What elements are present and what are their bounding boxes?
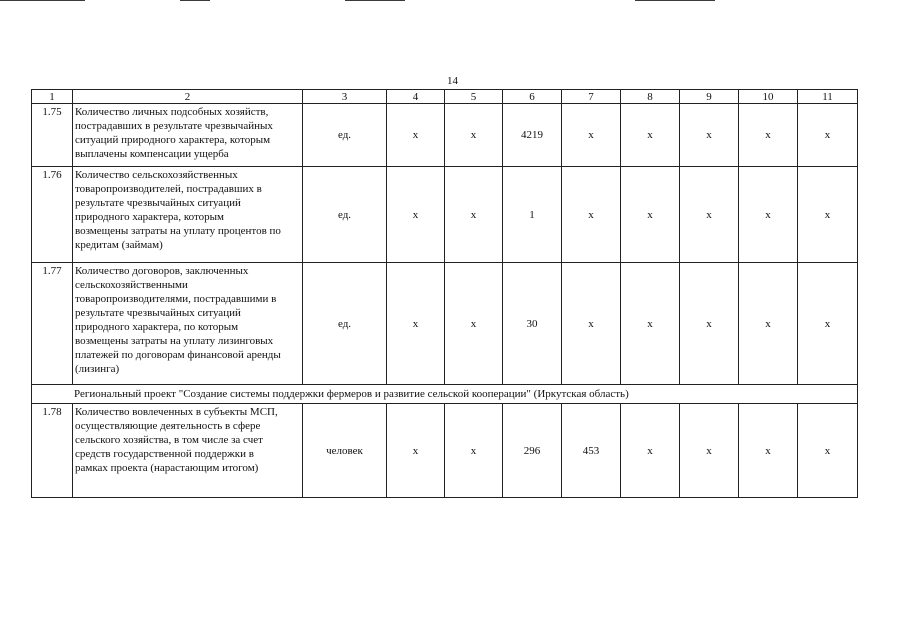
- description-line: ситуаций природного характера, которым: [75, 134, 271, 146]
- column-header: 10: [739, 90, 798, 104]
- column-header: 5: [445, 90, 503, 104]
- description-line: Количество вовлеченных в субъекты МСП,: [75, 406, 278, 418]
- value-cell: x: [739, 104, 798, 167]
- value-cell: x: [680, 404, 739, 498]
- description-line: пострадавших в результате чрезвычайных: [75, 120, 273, 132]
- value-cell: 296: [503, 404, 562, 498]
- description-line: Количество сельскохозяйственных: [75, 169, 238, 181]
- description-line: сельскохозяйственными: [75, 279, 188, 291]
- section-row: [32, 385, 858, 404]
- description-line: товаропроизводителей, пострадавших в: [75, 183, 262, 195]
- column-header: 7: [562, 90, 621, 104]
- description-line: товаропроизводителями, пострадавшими в: [75, 293, 277, 305]
- description-line: рамках проекта (нарастающим итогом): [75, 462, 259, 474]
- value-cell: x: [798, 263, 858, 385]
- description-line: результате чрезвычайных ситуаций: [75, 307, 241, 319]
- value-cell: x: [445, 263, 503, 385]
- column-header: 1: [32, 90, 73, 104]
- value-cell: x: [445, 167, 503, 263]
- column-number-row: [32, 90, 858, 104]
- page-number: 14: [447, 75, 458, 87]
- unit-cell: ед.: [303, 263, 387, 385]
- value-cell: x: [621, 104, 680, 167]
- indicator-description: [73, 263, 303, 385]
- value-cell: 453: [562, 404, 621, 498]
- description-line: средств государственной поддержки в: [75, 448, 254, 460]
- table-row: [32, 167, 858, 263]
- row-number: 1.76: [32, 167, 73, 263]
- column-header: 6: [503, 90, 562, 104]
- unit-cell: ед.: [303, 104, 387, 167]
- column-header: 8: [621, 90, 680, 104]
- column-header: 3: [303, 90, 387, 104]
- unit-cell: человек: [303, 404, 387, 498]
- indicators-table: [31, 89, 858, 498]
- column-header: 4: [387, 90, 445, 104]
- table-row: [32, 404, 858, 498]
- row-number: 1.75: [32, 104, 73, 167]
- row-number: 1.77: [32, 263, 73, 385]
- description-line: возмещены затраты на уплату процентов по: [75, 225, 281, 237]
- column-header: 9: [680, 90, 739, 104]
- description-line: Количество личных подсобных хозяйств,: [75, 106, 269, 118]
- unit-cell: ед.: [303, 167, 387, 263]
- value-cell: 1: [503, 167, 562, 263]
- value-cell: x: [562, 263, 621, 385]
- value-cell: x: [387, 404, 445, 498]
- scan-mark: [635, 0, 715, 1]
- description-line: Количество договоров, заключенных: [75, 265, 249, 277]
- value-cell: x: [680, 167, 739, 263]
- table-row: [32, 104, 858, 167]
- value-cell: 4219: [503, 104, 562, 167]
- value-cell: x: [562, 167, 621, 263]
- description-line: (лизинга): [75, 363, 120, 375]
- indicator-description: [73, 167, 303, 263]
- value-cell: x: [621, 167, 680, 263]
- description-line: природного характера, по которым: [75, 321, 239, 333]
- scan-mark: [0, 0, 85, 1]
- description-line: осуществляющие деятельность в сфере: [75, 420, 261, 432]
- value-cell: x: [798, 167, 858, 263]
- value-cell: x: [739, 167, 798, 263]
- value-cell: x: [680, 104, 739, 167]
- value-cell: 30: [503, 263, 562, 385]
- description-line: сельского хозяйства, в том числе за счет: [75, 434, 263, 446]
- description-line: выплачены компенсации ущерба: [75, 148, 229, 160]
- value-cell: x: [739, 263, 798, 385]
- value-cell: x: [680, 263, 739, 385]
- value-cell: x: [387, 104, 445, 167]
- section-title: Региональный проект "Создание системы поддержки фермеров и развитие сельской кооперации" (Иркутская область): [32, 385, 858, 404]
- row-number: 1.78: [32, 404, 73, 498]
- value-cell: x: [621, 263, 680, 385]
- value-cell: x: [387, 263, 445, 385]
- value-cell: x: [445, 404, 503, 498]
- column-header: 11: [798, 90, 858, 104]
- value-cell: x: [798, 404, 858, 498]
- column-header: 2: [73, 90, 303, 104]
- value-cell: x: [445, 104, 503, 167]
- description-line: результате чрезвычайных ситуаций: [75, 197, 241, 209]
- value-cell: x: [798, 104, 858, 167]
- description-line: возмещены затраты на уплату лизинговых: [75, 335, 274, 347]
- value-cell: x: [621, 404, 680, 498]
- table-row: [32, 263, 858, 385]
- description-line: природного характера, которым: [75, 211, 224, 223]
- value-cell: x: [387, 167, 445, 263]
- value-cell: x: [562, 104, 621, 167]
- indicator-description: [73, 404, 303, 498]
- indicator-description: [73, 104, 303, 167]
- description-line: платежей по договорам финансовой аренды: [75, 349, 281, 361]
- description-line: кредитам (займам): [75, 239, 163, 251]
- scan-mark: [345, 0, 405, 1]
- value-cell: x: [739, 404, 798, 498]
- scan-mark: [180, 0, 210, 1]
